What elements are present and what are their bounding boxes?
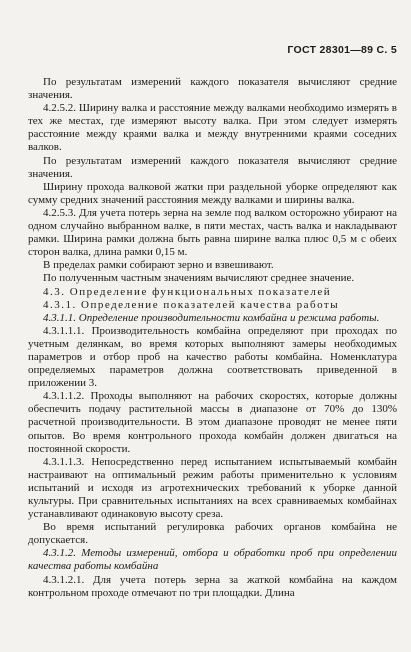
paragraph: В пределах рамки собирают зерно и взвешивают. [43,259,274,272]
subsection-heading: 4.3.1.2. Методы измерений, отбора и обработки проб при определении качества работы комбайна [28,547,397,573]
paragraph: По результатам измерений каждого показателя вычисляют средние значения. [28,154,397,180]
subsection-heading: 4.3.1. Определение показателей качества работы [43,298,340,311]
paragraph: 4.2.5.2. Ширину валка и расстояние между валками необходимо измерять в тех же местах, где измеряют высоту валка. При этом следует измерять расстояние между краями валка и между внутренними краями соседних валков. [28,102,397,154]
paragraph: По полученным частным значениям вычисляют среднее значение. [43,272,355,285]
document-body [28,76,397,600]
section-heading: 4.3. Определение функциональных показателей [43,285,332,298]
paragraph: Во время испытаний регулировка рабочих органов комбайна не допускается. [28,521,397,547]
paragraph: По результатам измерений каждого показателя вычисляют средние значения. [28,76,397,102]
paragraph: 4.3.1.2.1. Для учета потерь зерна за жаткой комбайна на каждом контрольном проходе отмечают по три площадки. Длина [28,573,397,599]
paragraph: 4.3.1.1.2. Проходы выполняют на рабочих скоростях, которые должны обеспечить подачу растительной массы в диапазоне от 70% до 130% расчетной производительности. В этом диапазоне проводят не менее пяти опытов. Во время контрольного прохода комбайн должен двигаться на постоянной скорости. [28,390,397,455]
page-header: ГОСТ 28301—89 С. 5 [287,44,397,56]
paragraph: Ширину прохода валковой жатки при раздельной уборке определяют как сумму средних значений расстояния между валками и ширины валка. [28,180,397,206]
paragraph: 4.2.5.3. Для учета потерь зерна на земле под валком осторожно убирают на одном случайно выбранном валке, в пяти местах, часть валка и накладывают рамки. Ширина рамки должна быть равна ширине валка плюс 0,5 м с обеих сторон валка, длина рамки 0,15 м. [28,206,397,259]
subsection-heading: 4.3.1.1. Определение производительности комбайна и режима работы. [43,311,380,324]
paragraph: 4.3.1.1.3. Непосредственно перед испытанием испытываемый комбайн настраивают на оптимальный режим работы применительно к условиям испытаний и исходя из агротехнических требований к уборке данной культуры. При сравнительных испытаниях на всех сравниваемых комбайнах устанавливают одинаковую высоту среза. [28,455,397,521]
paragraph: 4.3.1.1.1. Производительность комбайна определяют при проходах по учетным делянкам, во время которых выполняют замеры необходимых параметров и отбор проб на качество работы комбайна. Номенклатура определяемых параметров должна соответствовать приведенной в приложении 3. [28,324,397,390]
